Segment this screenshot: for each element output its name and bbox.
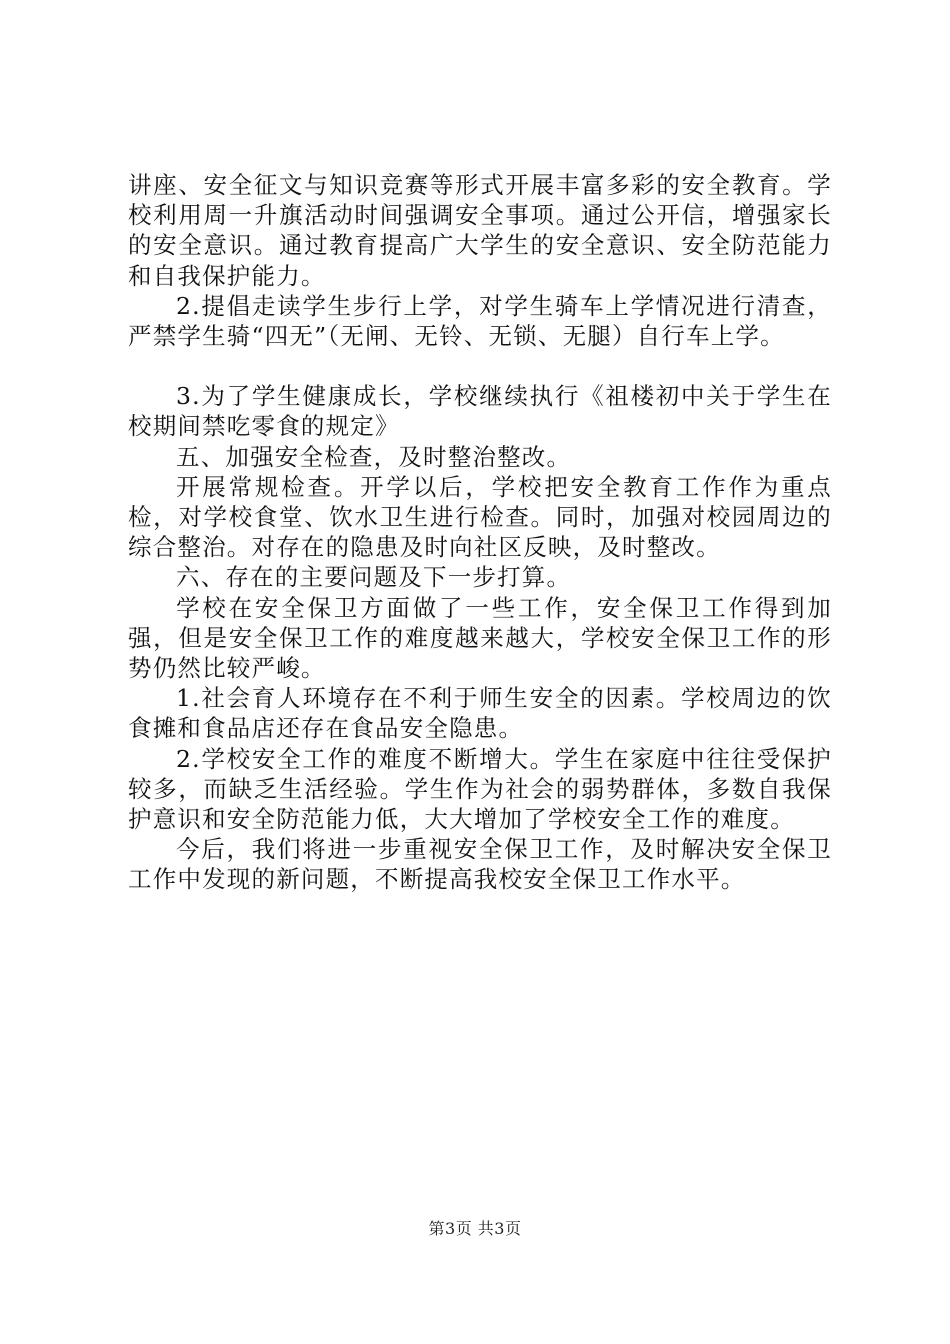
document-body xyxy=(128,170,832,895)
section-heading-5: 五、加强安全检查，及时整治整改。 xyxy=(176,442,572,471)
paragraph-problem-1: 1.社会育人环境存在不利于师生安全的因素。学校周边的饮食摊和食品店还存在食品安全隐患。 xyxy=(128,684,832,743)
section-heading-6: 六、存在的主要问题及下一步打算。 xyxy=(176,563,572,592)
paragraph-routine-inspection: 开展常规检查。开学以后，学校把安全教育工作作为重点检，对学校食堂、饮水卫生进行检查。同时，加强对校园周边的综合整治。对存在的隐患及时向社区反映，及时整改。 xyxy=(128,472,832,562)
paragraph-item-2: 2.提倡走读学生步行上学，对学生骑车上学情况进行清查，严禁学生骑“四无”（无闸、无铃、无锁、无腿）自行车上学。 xyxy=(128,291,832,351)
paragraph-problem-2: 2.学校安全工作的难度不断增大。学生在家庭中往往受保护较多，而缺乏生活经验。学生作为社会的弱势群体，多数自我保护意识和安全防范能力低，大大增加了学校安全工作的难度。 xyxy=(128,744,832,834)
paragraph-continued: 讲座、安全征文与知识竞赛等形式开展丰富多彩的安全教育。学校利用周一升旗活动时间强调安全事项。通过公开信，增强家长的安全意识。通过教育提高广大学生的安全意识、安全防范能力和自我保护能力。 xyxy=(128,171,832,290)
paragraph-item-3: 3.为了学生健康成长，学校继续执行《祖楼初中关于学生在校期间禁吃零食的规定》 xyxy=(128,382,832,441)
paragraph-spacer xyxy=(128,351,832,381)
paragraph-conclusion: 今后，我们将进一步重视安全保卫工作，及时解决安全保卫工作中发现的新问题，不断提高我校安全保卫工作水平。 xyxy=(128,835,832,894)
page-number-footer: 第3页 共3页 xyxy=(428,1219,522,1238)
paragraph-summary: 学校在安全保卫方面做了一些工作，安全保卫工作得到加强，但是安全保卫工作的难度越来越大，学校安全保卫工作的形势仍然比较严峻。 xyxy=(128,593,832,683)
